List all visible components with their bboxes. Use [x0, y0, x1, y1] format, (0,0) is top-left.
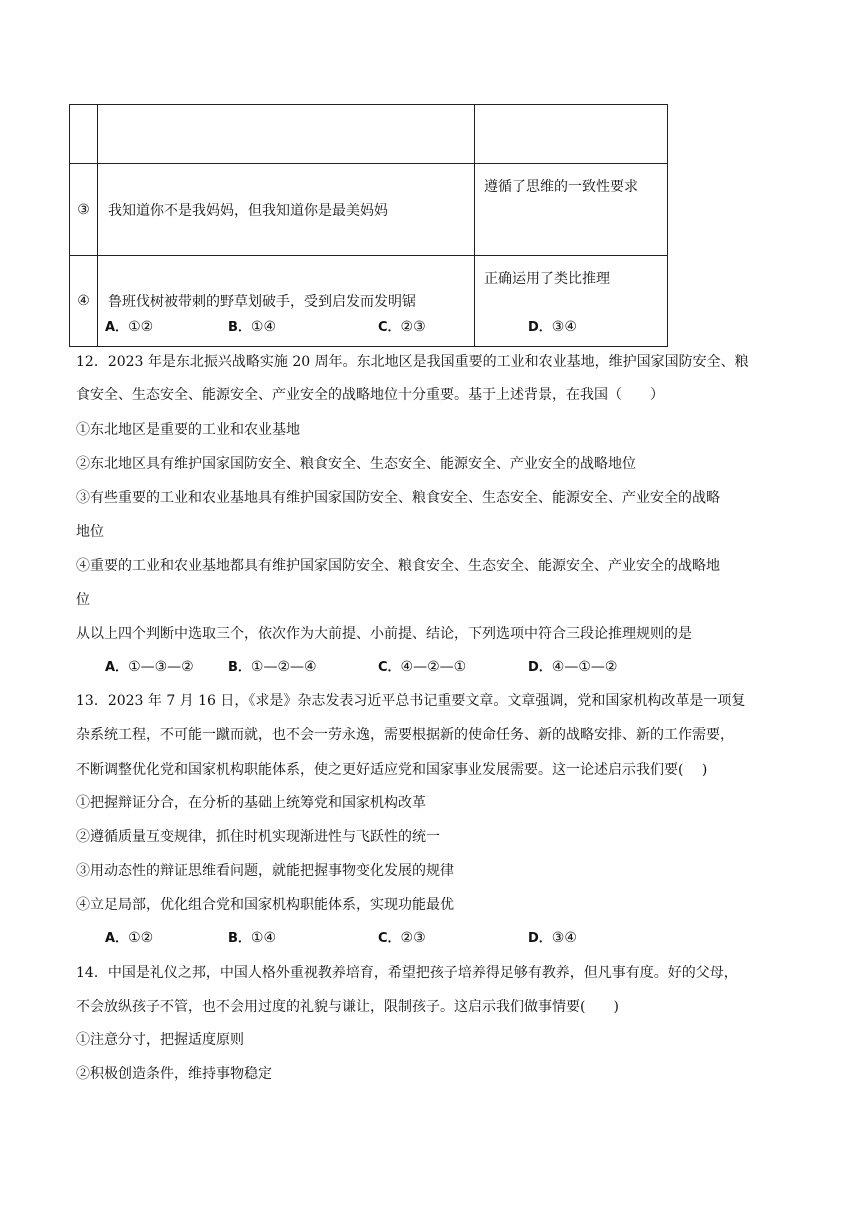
option-d[interactable]: D．④—①—②	[528, 659, 618, 675]
statement-1: ①把握辩证分合，在分析的基础上统筹党和国家机构改革	[76, 795, 426, 811]
table-row	[70, 164, 668, 256]
statement-1: ①东北地区是重要的工业和农业基地	[76, 422, 300, 438]
question-prompt: 从以上四个判断中选取三个，依次作为大前提、小前提、结论，下列选项中符合三段论推理规则的是	[76, 626, 692, 642]
statement-2: ②遵循质量互变规律，抓住时机实现渐进性与飞跃性的统一	[76, 829, 440, 845]
example-cell: 鲁班伐树被带刺的野草划破手，受到启发而发明锯	[98, 256, 475, 347]
evaluation-cell	[475, 105, 668, 164]
question-stem-line: 12．2023 年是东北振兴战略实施 20 周年。东北地区是我国重要的工业和农业基地，维护国家国防安全、粮	[76, 354, 749, 370]
option-b[interactable]: B．①④	[228, 319, 277, 335]
question-stem-line: 14．中国是礼仪之邦，中国人格外重视教养培育，希望把孩子培养得足够有教养，但凡事有度。好的父母，	[76, 965, 738, 981]
statement-4: ④重要的工业和农业基地都具有维护国家国防安全、粮食安全、生态安全、能源安全、产业安全的战略地	[76, 558, 720, 574]
row-number: ③	[70, 164, 98, 256]
statement-3: ③有些重要的工业和农业基地具有维护国家国防安全、粮食安全、生态安全、能源安全、产业安全的战略	[76, 490, 720, 506]
evaluation-cell: 遵循了思维的一致性要求	[475, 164, 668, 256]
option-a[interactable]: A．①②	[105, 319, 154, 335]
question-stem-line: 食安全、生态安全、能源安全、产业安全的战略地位十分重要。基于上述背景，在我国（ ）	[76, 387, 664, 403]
option-b[interactable]: B．①④	[228, 930, 277, 946]
statement-2: ②积极创造条件，维持事物稳定	[76, 1066, 272, 1082]
example-cell: 我知道你不是我妈妈，但我知道你是最美妈妈	[98, 164, 475, 256]
question-stem-line: 13．2023 年 7 月 16 日，《求是》杂志发表习近平总书记重要文章。文章强调，党和国家机构改革是一项复	[76, 693, 746, 709]
option-a[interactable]: A．①②	[105, 930, 154, 946]
option-c[interactable]: C．②③	[378, 319, 426, 335]
row-number: ④	[70, 256, 98, 347]
statement-1: ①注意分寸，把握适度原则	[76, 1032, 244, 1048]
option-a[interactable]: A．①—③—②	[105, 659, 194, 675]
statement-4-cont: 位	[76, 592, 90, 608]
statement-3: ③用动态性的辩证思维看问题，就能把握事物变化发展的规律	[76, 863, 454, 879]
table-row	[70, 256, 668, 347]
evaluation-cell: 正确运用了类比推理	[475, 256, 668, 347]
question-stem-line: 不会放纵孩子不管，也不会用过度的礼貌与谦让，限制孩子。这启示我们做事情要( )	[76, 999, 619, 1015]
table-row	[70, 105, 668, 164]
statement-4: ④立足局部，优化组合党和国家机构职能体系，实现功能最优	[76, 897, 454, 913]
statement-2: ②东北地区具有维护国家国防安全、粮食安全、生态安全、能源安全、产业安全的战略地位	[76, 456, 636, 472]
question-stem-line: 不断调整优化党和国家机构职能体系，使之更好适应党和国家事业发展需要。这一论述启示我们要( )	[76, 762, 708, 778]
row-number	[70, 105, 98, 164]
option-d[interactable]: D．③④	[528, 930, 577, 946]
option-d[interactable]: D．③④	[528, 319, 577, 335]
options-table	[69, 104, 668, 347]
question-stem-line: 杂系统工程，不可能一蹴而就，也不会一劳永逸，需要根据新的使命任务、新的战略安排、新的工作需要，	[76, 727, 734, 743]
statement-3-cont: 地位	[76, 524, 104, 540]
option-c[interactable]: C．②③	[378, 930, 426, 946]
option-c[interactable]: C．④—②—①	[378, 659, 467, 675]
example-cell	[98, 105, 475, 164]
option-b[interactable]: B．①—②—④	[228, 659, 317, 675]
